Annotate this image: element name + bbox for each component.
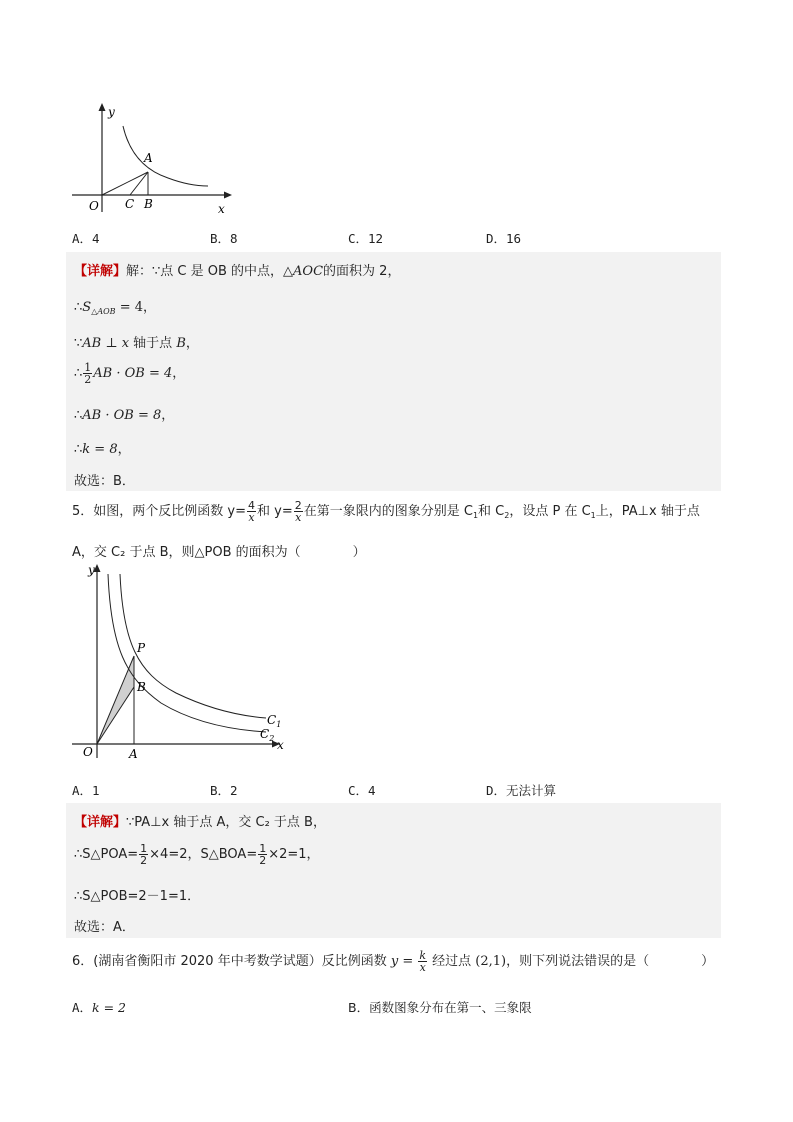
question-5-options	[72, 781, 752, 801]
label-x: x	[277, 738, 284, 752]
curve-c2	[108, 574, 266, 732]
answer-choice: 故选：B．	[74, 474, 135, 489]
subscript: 1	[472, 511, 479, 520]
option-a[interactable]: A．k = 2	[72, 1000, 126, 1015]
figure-question-4	[66, 100, 246, 220]
answer-choice: 故选：A．	[74, 920, 135, 935]
equation: AB · OB = 8	[82, 408, 162, 423]
variable-y: y	[390, 954, 399, 969]
solution-line-7	[74, 470, 135, 489]
fraction-4-over-x: $\frac{4}{x}$	[248, 499, 255, 524]
stem-text: ，则下列说法错误的是（ ）	[506, 954, 715, 969]
option-b[interactable]: B．函数图象分布在第一、三象限	[348, 1000, 532, 1015]
stem-text: 在第一象限内的图象分别是 C	[303, 504, 473, 519]
solution-text: 轴于点	[129, 336, 177, 351]
solution-line-2	[74, 843, 320, 866]
figure-question-5	[66, 558, 296, 764]
point-name: B	[176, 336, 186, 351]
fraction-half: $\frac{1}{2}$	[84, 361, 92, 386]
segment-ob	[97, 687, 134, 744]
solution-line-4	[74, 916, 135, 935]
solution-text: 的面积为 2，	[323, 264, 401, 279]
label-y: y	[88, 563, 95, 577]
label-o: O	[89, 199, 99, 213]
fraction-k-over-x: $\frac{k}{x}$	[419, 949, 427, 974]
segment-ca	[130, 172, 148, 195]
solution-line-3	[74, 885, 200, 904]
fraction-2-over-x: $\frac{2}{x}$	[294, 499, 302, 524]
therefore-symbol: ∴	[74, 408, 83, 423]
solution-text: ×4=2，S△BOA=	[149, 847, 258, 862]
because-symbol: ∵	[74, 336, 83, 351]
solution-text: 解：∵点 C 是 OB 的中点，	[126, 264, 284, 279]
question-5-line-2: A，交 C₂ 于点 B，则△POB 的面积为（ ）	[72, 545, 366, 560]
y-axis-arrow	[99, 103, 106, 111]
label-c2: $C_2$	[260, 727, 275, 743]
detail-tag: 【详解】	[74, 264, 127, 279]
solution-text: ∴S△POA=	[74, 847, 139, 862]
area-symbol: S	[82, 300, 92, 315]
fraction-half: $\frac{1}{2}$	[259, 842, 267, 867]
label-a: A	[144, 151, 153, 165]
solution-box-question-5	[66, 803, 721, 938]
question-4-options	[72, 229, 752, 249]
fraction-half: $\frac{1}{2}$	[140, 842, 148, 867]
therefore-symbol: ∴	[74, 300, 83, 315]
punctuation: ，	[161, 408, 175, 423]
equation-value: = 4，	[115, 300, 156, 315]
equals-sign: =	[398, 954, 418, 969]
stem-text: 和 C	[478, 504, 505, 519]
stem-text: 5．如图，两个反比例函数 y=	[72, 504, 246, 519]
segment-op	[97, 656, 134, 744]
option-a[interactable]: A．4	[72, 231, 100, 246]
triangle-name: AOC	[293, 264, 324, 279]
option-d[interactable]: D．16	[486, 231, 522, 246]
stem-text: ，设点 P 在 C	[509, 504, 591, 519]
label-p: P	[137, 641, 146, 655]
label-a: A	[129, 747, 138, 761]
option-b[interactable]: B．2	[210, 783, 238, 798]
subscript: 2	[504, 511, 510, 520]
subscript: 1	[590, 511, 596, 520]
label-b: B	[137, 680, 146, 694]
detail-tag: 【详解】	[74, 815, 127, 830]
label-y: y	[108, 105, 115, 119]
label-c: C	[125, 197, 135, 211]
solution-line-4	[74, 362, 185, 385]
punctuation: ，	[117, 442, 131, 457]
label-o: O	[83, 745, 93, 759]
segment-oa	[102, 172, 148, 195]
equation: k = 8	[82, 442, 118, 457]
stem-text: 经过点	[428, 954, 476, 969]
area-subscript: △AOB	[91, 307, 116, 316]
equation: AB · OB = 4	[93, 366, 173, 381]
stem-text: 上，PA⊥x 轴于点	[595, 504, 700, 519]
solution-text: ∵PA⊥x 轴于点 A，交 C₂ 于点 B，	[126, 815, 326, 830]
x-axis-arrow	[224, 192, 232, 199]
therefore-symbol: ∴	[74, 442, 83, 457]
option-d[interactable]: D．无法计算	[486, 783, 557, 798]
solution-line-5	[74, 404, 174, 423]
solution-line-6	[74, 438, 131, 457]
option-a[interactable]: A．1	[72, 783, 100, 798]
punctuation: ，	[172, 366, 186, 381]
solution-box-question-4	[66, 252, 721, 491]
solution-line-2	[74, 296, 156, 316]
solution-line-3	[74, 332, 199, 351]
hyperbola-curve	[123, 126, 208, 186]
therefore-symbol: ∴	[74, 366, 83, 381]
solution-line-1	[74, 260, 400, 279]
stem-text: 和 y=	[257, 504, 293, 519]
triangle-symbol: △	[283, 264, 294, 279]
perpendicular-expression: AB ⊥ x	[82, 336, 130, 351]
option-b[interactable]: B．8	[210, 231, 238, 246]
label-c1: $C_1$	[267, 713, 282, 729]
punctuation: ，	[185, 336, 199, 351]
point-coordinates: (2,1)	[475, 954, 507, 969]
question-6-stem	[72, 950, 714, 973]
solution-text: ×2=1，	[268, 847, 320, 862]
stem-text: 6．(湖南省衡阳市 2020 年中考数学试题）反比例函数	[72, 954, 391, 969]
question-6-options	[72, 998, 752, 1018]
solution-line-1	[74, 811, 326, 830]
question-5-line-1	[72, 500, 700, 523]
option-c[interactable]: C．12	[348, 231, 384, 246]
solution-text: ∴S△POB=2－1=1．	[74, 889, 201, 904]
option-c[interactable]: C．4	[348, 783, 376, 798]
label-x: x	[218, 202, 225, 216]
label-b: B	[144, 197, 153, 211]
